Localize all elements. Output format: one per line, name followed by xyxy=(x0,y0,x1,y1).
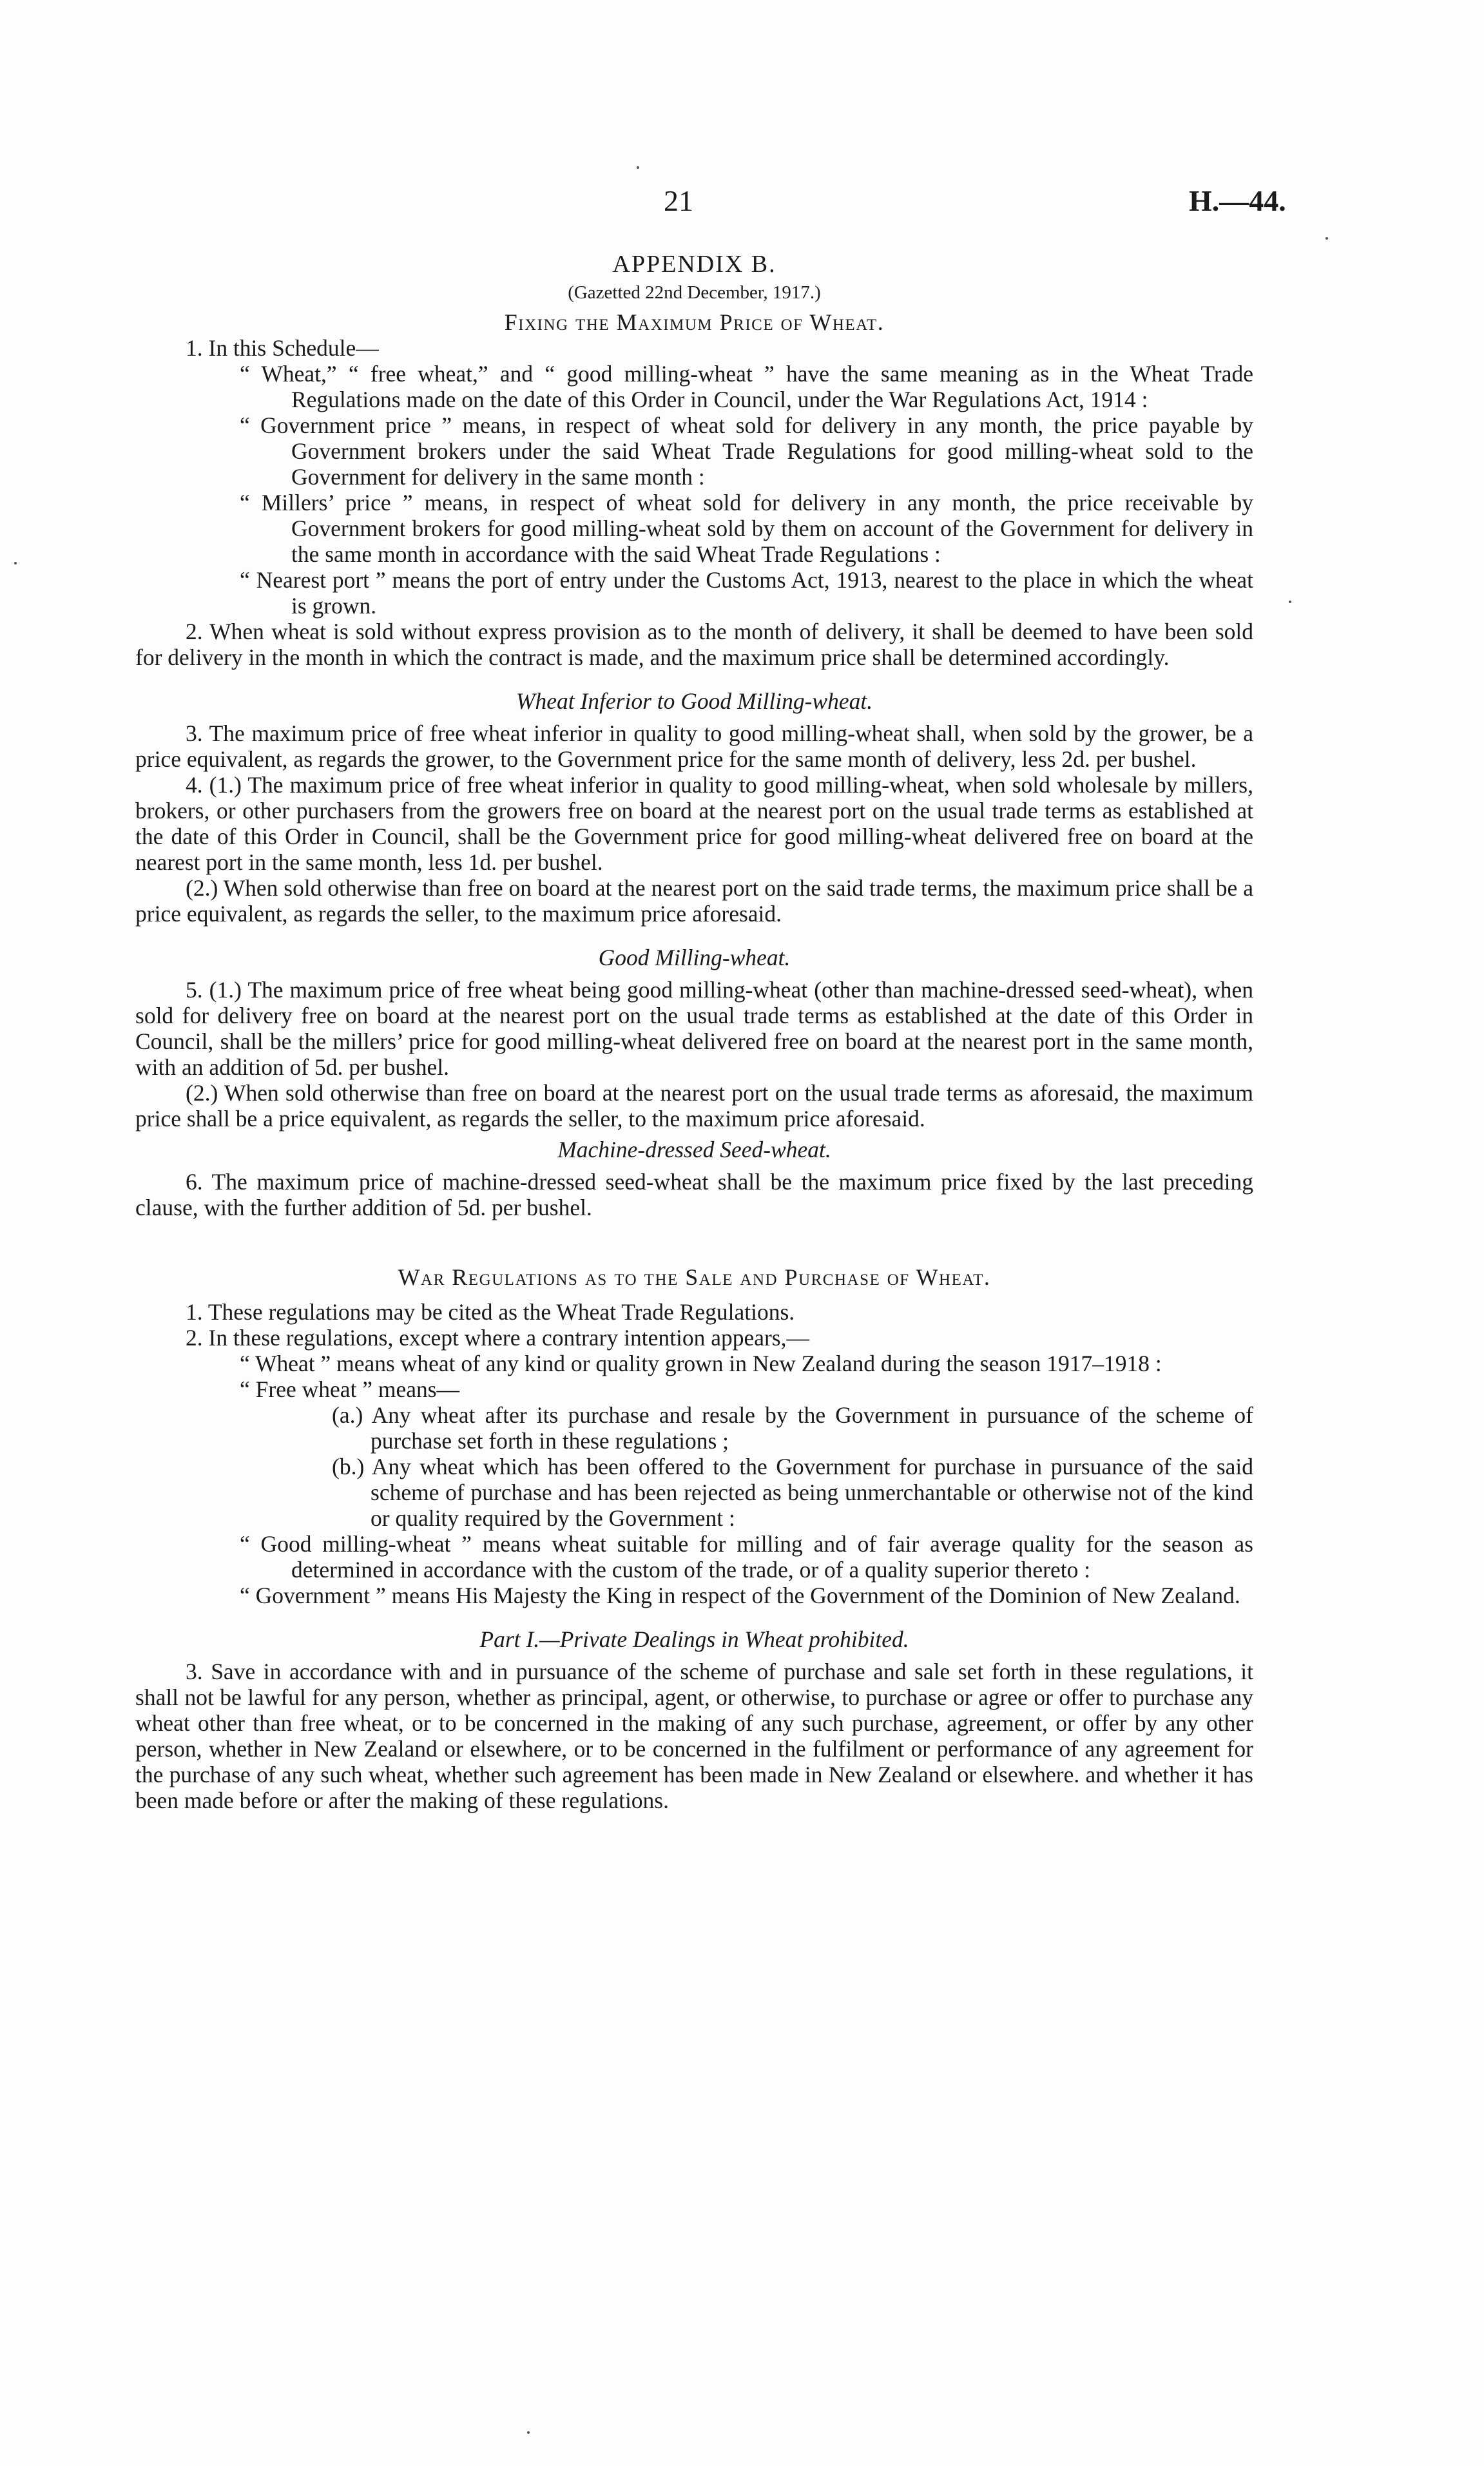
clause-3: 3. The maximum price of free wheat inferior in quality to good milling-wheat shall, when sold by the grower, be a price equivalent, as regards the grower, to the Government price for the same month of delivery, less 2d. per bushel. xyxy=(135,720,1253,772)
regulation-definition-wheat: “ Wheat ” means wheat of any kind or quality grown in New Zealand during the season 1917–1918 : xyxy=(240,1351,1162,1376)
regulations-heading: War Regulations as to the Sale and Purchase of Wheat. xyxy=(398,1264,991,1290)
definition-government-price: “ Government price ” means, in respect of wheat sold for delivery in any month, the price payable by Government brokers under the said Wheat Trade Regulations for good milling-wheat sold to the Government for delivery in the same month : xyxy=(240,412,1253,490)
regulation-definition-free-wheat: “ Free wheat ” means— xyxy=(240,1376,460,1402)
part-1-heading: Part I.—Private Dealings in Wheat prohibited. xyxy=(479,1626,909,1652)
subheading-seed-wheat: Machine-dressed Seed-wheat. xyxy=(557,1137,831,1162)
scan-speck xyxy=(527,2431,530,2434)
gazetted-date: (Gazetted 22nd December, 1917.) xyxy=(568,282,821,303)
document-reference: H.—44. xyxy=(1189,184,1286,217)
page-number: 21 xyxy=(664,184,693,217)
clause-1-intro: 1. In this Schedule— xyxy=(186,335,379,361)
appendix-title: APPENDIX B. xyxy=(612,251,776,278)
regulation-2-intro: 2. In these regulations, except where a contrary intention appears,— xyxy=(186,1325,809,1351)
free-wheat-item-b: (b.) Any wheat which has been offered to the Government for purchase in pursuance of the said scheme of purchase and has been rejected as being unmerchantable or otherwise not of the kind or quality required by the Government : xyxy=(332,1454,1253,1531)
clause-5-2: (2.) When sold otherwise than free on board at the nearest port on the usual trade terms as aforesaid, the maximum price shall be a price equivalent, as regards the seller, to the maximum price aforesaid. xyxy=(135,1080,1253,1132)
clause-6: 6. The maximum price of machine-dressed seed-wheat shall be the maximum price fixed by the last preceding clause, with the further addition of 5d. per bushel. xyxy=(135,1169,1253,1220)
definition-millers-price: “ Millers’ price ” means, in respect of wheat sold for delivery in any month, the price receivable by Government brokers for good milling-wheat sold by them on account of the Government for delivery in the same month in accordance with the said Wheat Trade Regulations : xyxy=(240,490,1253,567)
scan-speck xyxy=(1325,237,1328,240)
scan-speck xyxy=(14,562,17,564)
regulation-1: 1. These regulations may be cited as the Wheat Trade Regulations. xyxy=(186,1299,795,1325)
scan-speck xyxy=(637,166,639,169)
subheading-inferior-wheat: Wheat Inferior to Good Milling-wheat. xyxy=(516,688,873,714)
definition-nearest-port: “ Nearest port ” means the port of entry under the Customs Act, 1913, nearest to the place in which the wheat is grown. xyxy=(240,567,1253,619)
clause-5-1: 5. (1.) The maximum price of free wheat being good milling-wheat (other than machine-dressed seed-wheat), when sold for delivery free on board at the nearest port on the usual trade terms as established at the date of this Order in Council, shall be the millers’ price for good milling-wheat delivered free on board at the nearest port in the same month, with an addition of 5d. per bushel. xyxy=(135,977,1253,1080)
regulation-definition-government: “ Government ” means His Majesty the King in respect of the Government of the Dominion of New Zealand. xyxy=(240,1583,1240,1608)
free-wheat-item-a: (a.) Any wheat after its purchase and resale by the Government in pursuance of the scheme of purchase set forth in these regulations ; xyxy=(332,1402,1253,1454)
clause-4-1: 4. (1.) The maximum price of free wheat inferior in quality to good milling-wheat, when sold wholesale by millers, brokers, or other purchasers from the growers free on board at the nearest port on the usual trade terms as established at the date of this Order in Council, shall be the Government price for good milling-wheat delivered free on board at the nearest port in the same month, less 1d. per bushel. xyxy=(135,772,1253,875)
schedule-heading: Fixing the Maximum Price of Wheat. xyxy=(504,309,885,335)
scan-speck xyxy=(1289,601,1291,603)
clause-4-2: (2.) When sold otherwise than free on board at the nearest port on the said trade terms, the maximum price shall be a price equivalent, as regards the seller, to the maximum price aforesaid. xyxy=(135,875,1253,927)
regulation-definition-good-milling-wheat: “ Good milling-wheat ” means wheat suitable for milling and of fair average quality for the season as determined in accordance with the custom of the trade, or of a quality superior thereto : xyxy=(240,1531,1253,1583)
document-body xyxy=(135,174,1253,1813)
definition-wheat: “ Wheat,” “ free wheat,” and “ good milling-wheat ” have the same meaning as in the Wheat Trade Regulations made on the date of this Order in Council, under the War Regulations Act, 1914 : xyxy=(240,361,1253,412)
clause-2: 2. When wheat is sold without express provision as to the month of delivery, it shall be deemed to have been sold for delivery in the month in which the contract is made, and the maximum price shall be determined accordingly. xyxy=(135,619,1253,670)
subheading-good-milling-wheat: Good Milling-wheat. xyxy=(598,945,791,970)
regulation-3: 3. Save in accordance with and in pursuance of the scheme of purchase and sale set forth in these regulations, it shall not be lawful for any person, whether as principal, agent, or otherwise, to purchase or agree or offer to purchase any wheat other than free wheat, or to be concerned in the making of any such purchase, agreement, or offer by any other person, whether in New Zealand or elsewhere, or to be concerned in the fulfilment or performance of any agreement for the purchase of any such wheat, whether such agreement has been made in New Zealand or elsewhere. and whether it has been made before or after the making of these regulations. xyxy=(135,1659,1253,1813)
